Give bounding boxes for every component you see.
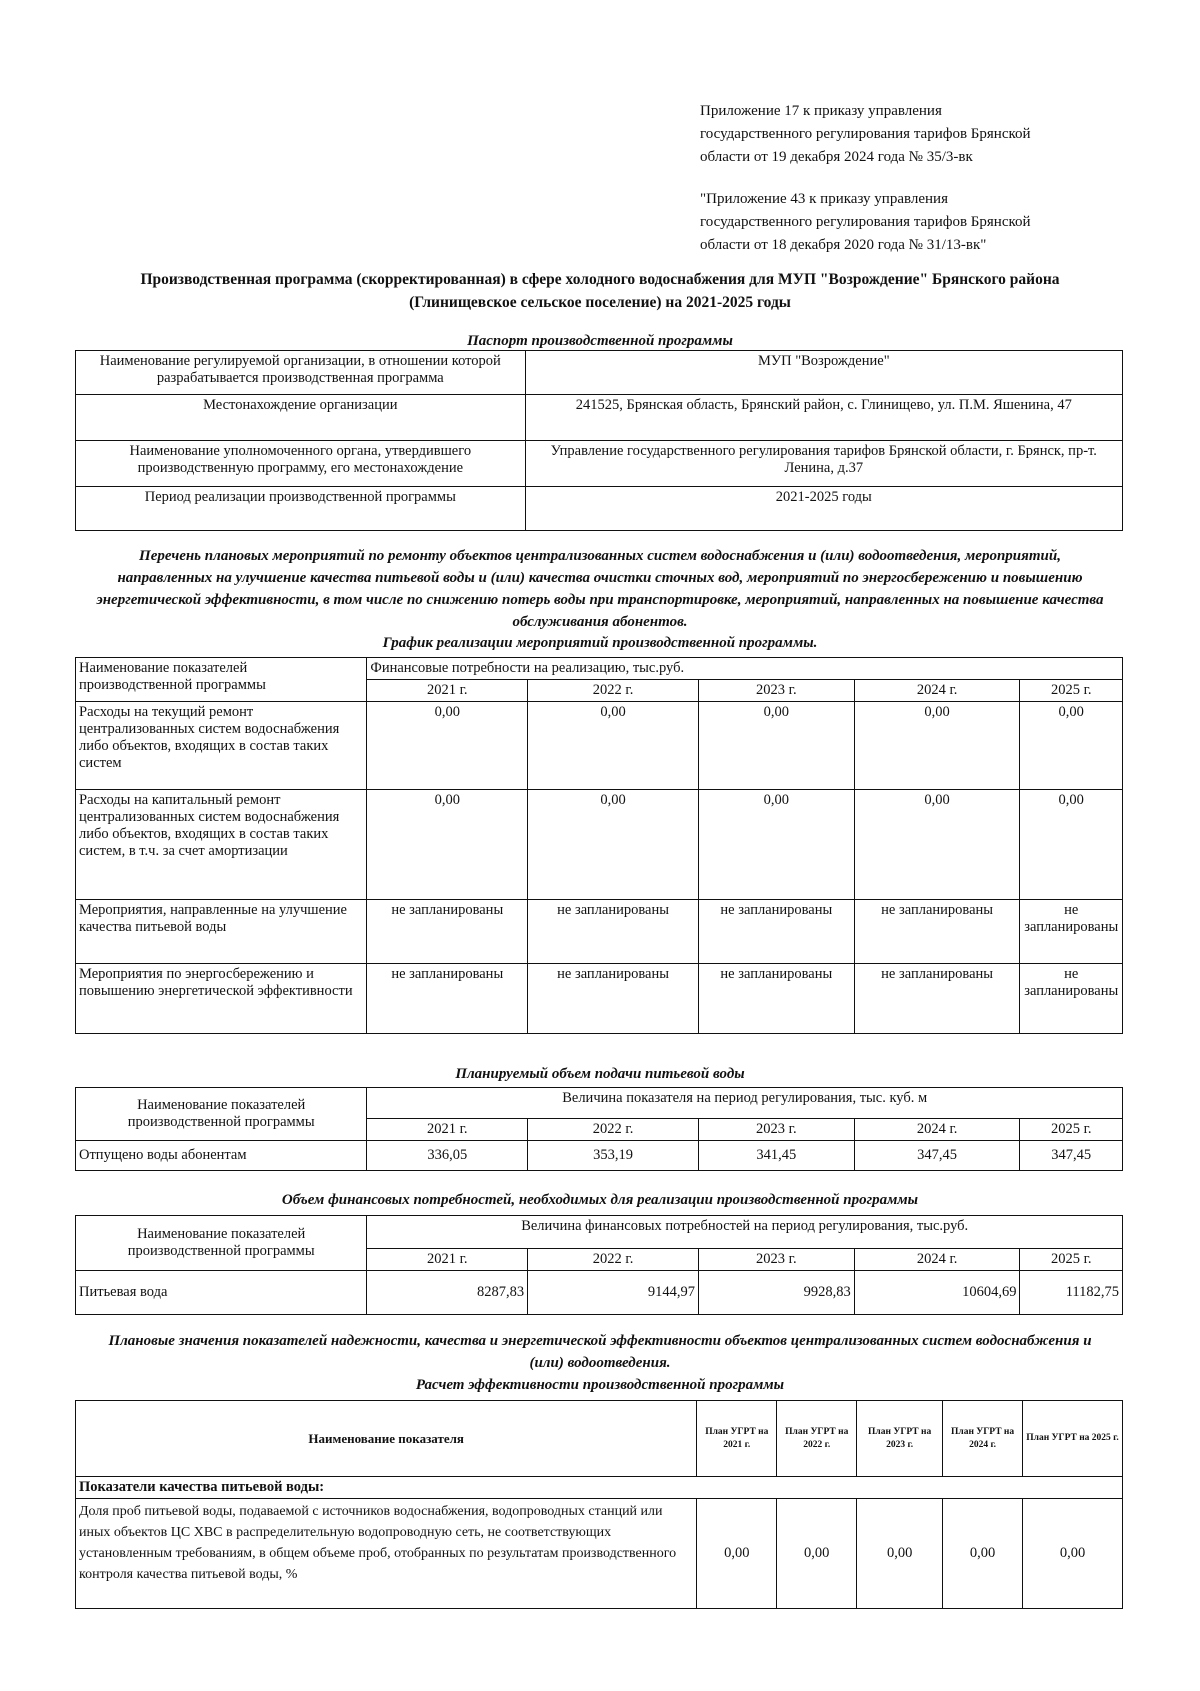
passport-label: Местонахождение организации	[76, 395, 526, 441]
finance-value: 11182,75	[1020, 1271, 1123, 1315]
efficiency-value: 0,00	[943, 1499, 1023, 1609]
year-header: 2024 г.	[854, 680, 1020, 702]
efficiency-calc-caption: Расчет эффективности производственной программы	[415, 1377, 785, 1393]
supply-caption: Планируемый объем подачи питьевой воды	[455, 1066, 745, 1082]
passport-value: 2021-2025 годы	[525, 487, 1122, 531]
measures-value: 0,00	[854, 702, 1020, 790]
passport-table	[75, 350, 1123, 531]
measures-value: 0,00	[528, 702, 699, 790]
measures-row-name: Мероприятия, направленные на улучшение качества питьевой воды	[76, 900, 367, 964]
measures-value: не запланированы	[528, 900, 699, 964]
year-header: 2024 г.	[854, 1249, 1020, 1271]
passport-value: Управление государственного регулирования тарифов Брянской области, г. Брянск, пр-т. Ленина, д.37	[525, 441, 1122, 487]
finance-value: 10604,69	[854, 1271, 1020, 1315]
measures-schedule-caption: График реализации мероприятий производственной программы.	[382, 635, 818, 651]
year-header: 2021 г.	[367, 1249, 528, 1271]
measures-head-row	[76, 658, 1123, 680]
measures-table	[75, 657, 1123, 1034]
passport-label: Наименование регулируемой организации, в отношении которой разрабатывается производственная программа	[76, 351, 526, 395]
measures-value: не запланированы	[367, 964, 528, 1034]
year-header: 2022 г.	[528, 680, 699, 702]
supply-head-group: Величина показателя на период регулирования, тыс. куб. м	[367, 1088, 1123, 1119]
supply-table	[75, 1087, 1123, 1171]
efficiency-row-name: Доля проб питьевой воды, подаваемой с источников водоснабжения, водопроводных станций или иных объектов ЦС ХВС в распределительную водопроводную сеть, не соответствующих установленным требованиям, в общем объеме проб, отобранных по результатам производственного контроля качества питьевой воды, %	[76, 1499, 697, 1609]
measures-value: не запланированы	[854, 964, 1020, 1034]
passport-row	[76, 487, 1123, 531]
finance-value: 9144,97	[528, 1271, 699, 1315]
measures-value: 0,00	[528, 790, 699, 900]
measures-caption: Перечень плановых мероприятий по ремонту объектов централизованных систем водоснабжения и (или) водоотведения, мероприятий, направленных на улучшение качества питьевой воды и (или) качества очистки сточных вод, мероприятий по энергосбережению и повышению энергетической эффективности, в том числе по снижению потерь воды при транспортировке, мероприятий, направленных на повышение качества обслуживания абонентов.	[96, 548, 1104, 630]
passport-row	[76, 441, 1123, 487]
year-header: 2025 г.	[1020, 1119, 1123, 1141]
year-header: 2023 г.	[698, 1249, 854, 1271]
plan-header: План УГРТ на 2021 г.	[697, 1401, 777, 1477]
measures-value: 0,00	[698, 702, 854, 790]
finance-table	[75, 1215, 1123, 1315]
plan-header: План УГРТ на 2024 г.	[943, 1401, 1023, 1477]
passport-row	[76, 395, 1123, 441]
measures-value: не запланированы	[698, 964, 854, 1034]
measures-row-name: Расходы на текущий ремонт централизованных систем водоснабжения либо объектов, входящих в состав таких систем	[76, 702, 367, 790]
passport-value: 241525, Брянская область, Брянский район, с. Глинищево, ул. П.М. Яшенина, 47	[525, 395, 1122, 441]
efficiency-value: 0,00	[777, 1499, 857, 1609]
measures-value: не запланированы	[528, 964, 699, 1034]
supply-value: 336,05	[367, 1141, 528, 1171]
finance-head-group: Величина финансовых потребностей на период регулирования, тыс.руб.	[367, 1216, 1123, 1249]
passport-label: Период реализации производственной программы	[76, 487, 526, 531]
efficiency-head-name: Наименование показателя	[76, 1401, 697, 1477]
supply-value: 347,45	[854, 1141, 1020, 1171]
plan-header: План УГРТ на 2023 г.	[857, 1401, 943, 1477]
finance-value: 8287,83	[367, 1271, 528, 1315]
finance-row	[76, 1271, 1123, 1315]
supply-value: 353,19	[528, 1141, 699, 1171]
year-header: 2023 г.	[698, 680, 854, 702]
supply-value: 347,45	[1020, 1141, 1123, 1171]
measures-head-group: Финансовые потребности на реализацию, тыс.руб.	[367, 658, 1123, 680]
appendix-previous	[700, 188, 1100, 257]
finance-value: 9928,83	[698, 1271, 854, 1315]
efficiency-value: 0,00	[1023, 1499, 1123, 1609]
measures-value: не запланированы	[1020, 964, 1123, 1034]
measures-row	[76, 702, 1123, 790]
measures-value: не запланированы	[698, 900, 854, 964]
efficiency-caption: Плановые значения показателей надежности, качества и энергетической эффективности объектов централизованных систем водоснабжения и (или) водоотведения.	[108, 1333, 1092, 1371]
appendix-current-text: Приложение 17 к приказу управления государственного регулирования тарифов Брянской области от 19 декабря 2024 года № 35/3-вк	[700, 103, 1031, 165]
finance-head-row	[76, 1216, 1123, 1249]
efficiency-value: 0,00	[857, 1499, 943, 1609]
year-header: 2025 г.	[1020, 680, 1123, 702]
supply-head-row	[76, 1088, 1123, 1119]
measures-value: 0,00	[1020, 790, 1123, 900]
measures-row	[76, 790, 1123, 900]
plan-header: План УГРТ на 2022 г.	[777, 1401, 857, 1477]
measures-value: не запланированы	[854, 900, 1020, 964]
appendix-current	[700, 100, 1100, 169]
measures-row-name: Расходы на капитальный ремонт централизованных систем водоснабжения либо объектов, входящих в состав таких систем, в т.ч. за счет амортизации	[76, 790, 367, 900]
finance-row-name: Питьевая вода	[76, 1271, 367, 1315]
measures-value: не запланированы	[367, 900, 528, 964]
finance-head-name: Наименование показателей производственной программы	[76, 1216, 367, 1271]
passport-label: Наименование уполномоченного органа, утвердившего производственную программу, его местонахождение	[76, 441, 526, 487]
measures-value: 0,00	[698, 790, 854, 900]
measures-value: 0,00	[367, 790, 528, 900]
measures-value: 0,00	[367, 702, 528, 790]
measures-row-name: Мероприятия по энергосбережению и повышению энергетической эффективности	[76, 964, 367, 1034]
year-header: 2021 г.	[367, 680, 528, 702]
year-header: 2022 г.	[528, 1119, 699, 1141]
passport-value: МУП "Возрождение"	[525, 351, 1122, 395]
measures-value: 0,00	[854, 790, 1020, 900]
passport-row	[76, 351, 1123, 395]
efficiency-row	[76, 1499, 1123, 1609]
year-header: 2024 г.	[854, 1119, 1020, 1141]
supply-row	[76, 1141, 1123, 1171]
finance-caption: Объем финансовых потребностей, необходимых для реализации производственной программы	[281, 1192, 919, 1208]
measures-row	[76, 900, 1123, 964]
measures-value: не запланированы	[1020, 900, 1123, 964]
document-title: Производственная программа (скорректированная) в сфере холодного водоснабжения для МУП "Возрождение" Брянского района (Глинищевское сельское поселение) на 2021-2025 годы	[140, 271, 1060, 311]
year-header: 2023 г.	[698, 1119, 854, 1141]
passport-caption: Паспорт производственной программы	[467, 333, 733, 349]
plan-header: План УГРТ на 2025 г.	[1023, 1401, 1123, 1477]
efficiency-section-row	[76, 1477, 1123, 1499]
year-header: 2025 г.	[1020, 1249, 1123, 1271]
year-header: 2022 г.	[528, 1249, 699, 1271]
measures-row	[76, 964, 1123, 1034]
measures-value: 0,00	[1020, 702, 1123, 790]
year-header: 2021 г.	[367, 1119, 528, 1141]
measures-head-name: Наименование показателей производственной программы	[76, 658, 367, 702]
efficiency-section: Показатели качества питьевой воды:	[76, 1477, 1123, 1499]
supply-value: 341,45	[698, 1141, 854, 1171]
efficiency-head-row	[76, 1401, 1123, 1477]
supply-head-name: Наименование показателей производственной программы	[76, 1088, 367, 1141]
efficiency-value: 0,00	[697, 1499, 777, 1609]
appendix-previous-text: "Приложение 43 к приказу управления государственного регулирования тарифов Брянской области от 18 декабря 2020 года № 31/13-вк"	[700, 191, 1031, 253]
efficiency-table	[75, 1400, 1123, 1609]
supply-row-name: Отпущено воды абонентам	[76, 1141, 367, 1171]
